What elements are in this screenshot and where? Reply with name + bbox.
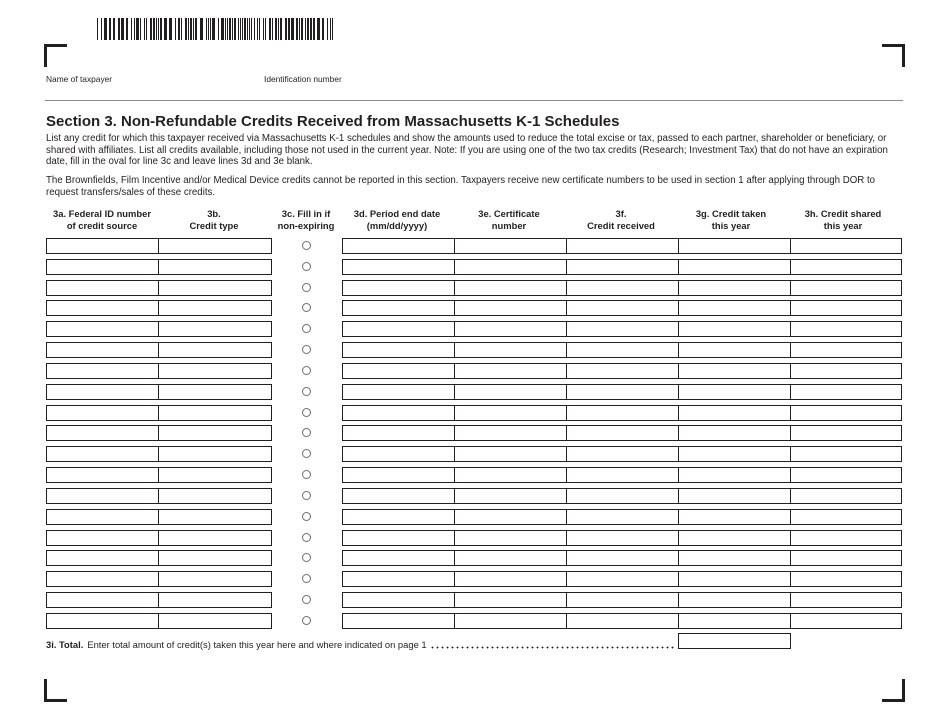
non-expiring-oval[interactable] bbox=[302, 303, 311, 312]
restrictions-paragraph: The Brownfields, Film Incentive and/or Medical Device credits cannot be reported in this section. Taxpayers receive new certificate numbers to be used in section 1 after applying through DOR to request transfers/sales of these credits. bbox=[46, 175, 876, 198]
federal-id-input[interactable] bbox=[46, 238, 159, 254]
credit-received-input[interactable] bbox=[566, 384, 679, 400]
credit-received-input[interactable] bbox=[566, 446, 679, 462]
period-end-date-input[interactable] bbox=[342, 425, 455, 441]
barcode-bar bbox=[299, 18, 300, 40]
federal-id-input[interactable] bbox=[46, 259, 159, 275]
federal-id-input[interactable] bbox=[46, 321, 159, 337]
barcode-bar bbox=[330, 18, 331, 40]
federal-id-input[interactable] bbox=[46, 613, 159, 629]
credit-shared-input[interactable] bbox=[790, 259, 902, 275]
credit-type-input[interactable] bbox=[158, 530, 272, 546]
corner-mark-top-left bbox=[44, 44, 67, 67]
certificate-number-input[interactable] bbox=[454, 259, 567, 275]
barcode-bar bbox=[249, 18, 250, 40]
column-header-credit-shared bbox=[783, 208, 903, 232]
column-header-line: 3g. Credit taken bbox=[695, 208, 767, 219]
certificate-number-input[interactable] bbox=[454, 467, 567, 483]
non-expiring-oval[interactable] bbox=[302, 491, 311, 500]
federal-id-input[interactable] bbox=[46, 550, 159, 566]
credit-taken-input[interactable] bbox=[678, 342, 791, 358]
barcode-bar bbox=[263, 18, 264, 40]
credit-taken-input[interactable] bbox=[678, 280, 791, 296]
non-expiring-oval[interactable] bbox=[302, 408, 311, 417]
barcode-bar bbox=[146, 18, 147, 40]
credit-shared-input[interactable] bbox=[790, 530, 902, 546]
certificate-number-input[interactable] bbox=[454, 530, 567, 546]
column-header-line: number bbox=[491, 220, 527, 231]
barcode-bar bbox=[280, 18, 282, 40]
credit-type-input[interactable] bbox=[158, 300, 272, 316]
barcode-bar bbox=[275, 18, 277, 40]
credit-type-input[interactable] bbox=[158, 550, 272, 566]
non-expiring-oval[interactable] bbox=[302, 595, 311, 604]
barcode-bar bbox=[153, 18, 155, 40]
non-expiring-oval[interactable] bbox=[302, 241, 311, 250]
corner-mark-bottom-left bbox=[44, 679, 67, 702]
credit-type-input[interactable] bbox=[158, 446, 272, 462]
credit-taken-input[interactable] bbox=[678, 446, 791, 462]
barcode-bar bbox=[254, 18, 255, 40]
non-expiring-oval[interactable] bbox=[302, 324, 311, 333]
column-header-line: 3c. Fill in if bbox=[281, 208, 331, 219]
credit-received-input[interactable] bbox=[566, 238, 679, 254]
credit-taken-input[interactable] bbox=[678, 300, 791, 316]
period-end-date-input[interactable] bbox=[342, 530, 455, 546]
barcode-bar bbox=[121, 18, 124, 40]
credit-received-input[interactable] bbox=[566, 342, 679, 358]
certificate-number-input[interactable] bbox=[454, 425, 567, 441]
column-header-certificate-number bbox=[449, 208, 569, 232]
credit-type-input[interactable] bbox=[158, 467, 272, 483]
barcode-bar bbox=[242, 18, 243, 40]
certificate-number-input[interactable] bbox=[454, 300, 567, 316]
barcode-bar bbox=[269, 18, 271, 40]
barcode-bar bbox=[200, 18, 203, 40]
non-expiring-oval[interactable] bbox=[302, 387, 311, 396]
barcode-bar bbox=[158, 18, 159, 40]
certificate-number-input[interactable] bbox=[454, 509, 567, 525]
credit-shared-input[interactable] bbox=[790, 238, 902, 254]
period-end-date-input[interactable] bbox=[342, 467, 455, 483]
barcode-bar bbox=[190, 18, 192, 40]
credit-received-input[interactable] bbox=[566, 363, 679, 379]
credit-received-input[interactable] bbox=[566, 592, 679, 608]
barcode-bar bbox=[296, 18, 298, 40]
period-end-date-input[interactable] bbox=[342, 363, 455, 379]
federal-id-input[interactable] bbox=[46, 384, 159, 400]
credit-received-input[interactable] bbox=[566, 550, 679, 566]
barcode-bar bbox=[131, 18, 132, 40]
total-label: 3i. Total. bbox=[46, 639, 84, 650]
period-end-date-input[interactable] bbox=[342, 321, 455, 337]
barcode-bar bbox=[285, 18, 287, 40]
column-header-federal-id bbox=[42, 208, 162, 232]
column-header-line: 3d. Period end date bbox=[353, 208, 441, 219]
credit-received-input[interactable] bbox=[566, 280, 679, 296]
barcode-bar bbox=[118, 18, 120, 40]
credit-taken-input[interactable] bbox=[678, 363, 791, 379]
certificate-number-input[interactable] bbox=[454, 384, 567, 400]
barcode-bar bbox=[136, 18, 139, 40]
column-header-period-end-date bbox=[337, 208, 457, 232]
barcode-bar bbox=[104, 18, 107, 40]
period-end-date-input[interactable] bbox=[342, 342, 455, 358]
certificate-number-input[interactable] bbox=[454, 571, 567, 587]
credit-received-input[interactable] bbox=[566, 488, 679, 504]
period-end-date-input[interactable] bbox=[342, 571, 455, 587]
barcode-bar bbox=[210, 18, 211, 40]
certificate-number-input[interactable] bbox=[454, 280, 567, 296]
barcode-bar bbox=[313, 18, 315, 40]
credit-shared-input[interactable] bbox=[790, 509, 902, 525]
column-header-line: 3f. bbox=[615, 208, 627, 219]
barcode-bar bbox=[327, 18, 328, 40]
credit-shared-input[interactable] bbox=[790, 342, 902, 358]
barcode-bar bbox=[227, 18, 228, 40]
certificate-number-input[interactable] bbox=[454, 363, 567, 379]
barcode-bar bbox=[193, 18, 194, 40]
certificate-number-input[interactable] bbox=[454, 550, 567, 566]
barcode-bar bbox=[317, 18, 320, 40]
column-header-credit-taken bbox=[671, 208, 791, 232]
credit-taken-input[interactable] bbox=[678, 613, 791, 629]
credit-shared-input[interactable] bbox=[790, 467, 902, 483]
barcode-bar bbox=[225, 18, 226, 40]
period-end-date-input[interactable] bbox=[342, 405, 455, 421]
non-expiring-oval[interactable] bbox=[302, 574, 311, 583]
federal-id-input[interactable] bbox=[46, 300, 159, 316]
non-expiring-oval[interactable] bbox=[302, 366, 311, 375]
federal-id-input[interactable] bbox=[46, 488, 159, 504]
column-header-line: (mm/dd/yyyy) bbox=[366, 220, 428, 231]
credit-shared-input[interactable] bbox=[790, 425, 902, 441]
barcode-bar bbox=[238, 18, 239, 40]
federal-id-input[interactable] bbox=[46, 467, 159, 483]
corner-mark-top-right bbox=[882, 44, 905, 67]
column-header-line: this year bbox=[823, 220, 863, 231]
barcode-bar bbox=[278, 18, 279, 40]
credit-shared-input[interactable] bbox=[790, 571, 902, 587]
certificate-number-input[interactable] bbox=[454, 321, 567, 337]
certificate-number-input[interactable] bbox=[454, 342, 567, 358]
credit-type-input[interactable] bbox=[158, 488, 272, 504]
column-header-line: 3a. Federal ID number bbox=[53, 208, 151, 219]
barcode-bar bbox=[332, 18, 333, 40]
credit-received-input[interactable] bbox=[566, 571, 679, 587]
credit-type-input[interactable] bbox=[158, 321, 272, 337]
barcode-bar bbox=[97, 18, 98, 40]
credit-type-input[interactable] bbox=[158, 342, 272, 358]
total-instruction: Enter total amount of credit(s) taken this year here and where indicated on page 1 bbox=[87, 639, 427, 650]
barcode-bar bbox=[272, 18, 273, 40]
dot-leader bbox=[431, 646, 674, 649]
column-header-line: 3h. Credit shared bbox=[804, 208, 882, 219]
column-header-line: Credit type bbox=[189, 220, 239, 231]
barcode-bar bbox=[206, 18, 207, 40]
column-header-line: 3b. bbox=[207, 208, 221, 219]
barcode-bar bbox=[101, 18, 102, 40]
barcode-bar bbox=[218, 18, 219, 40]
barcode-bar bbox=[212, 18, 215, 40]
credit-received-input[interactable] bbox=[566, 405, 679, 421]
non-expiring-oval[interactable] bbox=[302, 345, 311, 354]
non-expiring-oval[interactable] bbox=[302, 283, 311, 292]
period-end-date-input[interactable] bbox=[342, 300, 455, 316]
credit-taken-input[interactable] bbox=[678, 467, 791, 483]
credit-taken-input[interactable] bbox=[678, 488, 791, 504]
credit-shared-input[interactable] bbox=[790, 363, 902, 379]
credit-shared-input[interactable] bbox=[790, 300, 902, 316]
credit-received-input[interactable] bbox=[566, 259, 679, 275]
corner-mark-bottom-right bbox=[882, 679, 905, 702]
barcode-bar bbox=[305, 18, 306, 40]
barcode-bar bbox=[126, 18, 128, 40]
credit-taken-input[interactable] bbox=[678, 321, 791, 337]
federal-id-input[interactable] bbox=[46, 592, 159, 608]
non-expiring-oval[interactable] bbox=[302, 449, 311, 458]
credit-taken-input[interactable] bbox=[678, 592, 791, 608]
credit-type-input[interactable] bbox=[158, 238, 272, 254]
federal-id-input[interactable] bbox=[46, 425, 159, 441]
column-header-credit-received bbox=[561, 208, 681, 232]
barcode-bar bbox=[244, 18, 246, 40]
barcode-bar bbox=[144, 18, 145, 40]
period-end-date-input[interactable] bbox=[342, 384, 455, 400]
federal-id-input[interactable] bbox=[46, 446, 159, 462]
barcode-bar bbox=[150, 18, 152, 40]
period-end-date-input[interactable] bbox=[342, 550, 455, 566]
credit-taken-input[interactable] bbox=[678, 571, 791, 587]
certificate-number-input[interactable] bbox=[454, 488, 567, 504]
barcode-bar bbox=[251, 18, 252, 40]
credit-received-input[interactable] bbox=[566, 321, 679, 337]
barcode-bar bbox=[259, 18, 260, 40]
period-end-date-input[interactable] bbox=[342, 280, 455, 296]
barcode-bar bbox=[181, 18, 182, 40]
credit-type-input[interactable] bbox=[158, 509, 272, 525]
period-end-date-input[interactable] bbox=[342, 446, 455, 462]
non-expiring-oval[interactable] bbox=[302, 533, 311, 542]
barcode-bar bbox=[229, 18, 231, 40]
barcode-bar bbox=[140, 18, 141, 40]
barcode-bar bbox=[164, 18, 167, 40]
non-expiring-oval[interactable] bbox=[302, 262, 311, 271]
total-credit-taken-input[interactable] bbox=[678, 633, 791, 649]
barcode-bar bbox=[156, 18, 157, 40]
barcode-bar bbox=[307, 18, 309, 40]
period-end-date-input[interactable] bbox=[342, 613, 455, 629]
barcode-bar bbox=[240, 18, 241, 40]
credit-type-input[interactable] bbox=[158, 384, 272, 400]
certificate-number-input[interactable] bbox=[454, 238, 567, 254]
barcode-bar bbox=[234, 18, 236, 40]
federal-id-input[interactable] bbox=[46, 530, 159, 546]
certificate-number-input[interactable] bbox=[454, 405, 567, 421]
credit-taken-input[interactable] bbox=[678, 405, 791, 421]
period-end-date-input[interactable] bbox=[342, 592, 455, 608]
barcode-bar bbox=[257, 18, 258, 40]
total-line bbox=[46, 639, 674, 651]
federal-id-input[interactable] bbox=[46, 363, 159, 379]
credit-received-input[interactable] bbox=[566, 467, 679, 483]
non-expiring-oval[interactable] bbox=[302, 616, 311, 625]
credit-taken-input[interactable] bbox=[678, 238, 791, 254]
non-expiring-oval[interactable] bbox=[302, 470, 311, 479]
period-end-date-input[interactable] bbox=[342, 238, 455, 254]
barcode-bar bbox=[221, 18, 224, 40]
section-title: Section 3. Non-Refundable Credits Received from Massachusetts K-1 Schedules bbox=[46, 113, 620, 130]
barcode-bar bbox=[185, 18, 187, 40]
credit-taken-input[interactable] bbox=[678, 530, 791, 546]
barcode-bar bbox=[322, 18, 324, 40]
barcode-bar bbox=[169, 18, 172, 40]
credit-type-input[interactable] bbox=[158, 405, 272, 421]
federal-id-input[interactable] bbox=[46, 280, 159, 296]
credit-taken-input[interactable] bbox=[678, 384, 791, 400]
column-header-line: of credit source bbox=[66, 220, 138, 231]
credit-type-input[interactable] bbox=[158, 425, 272, 441]
credit-received-input[interactable] bbox=[566, 613, 679, 629]
barcode-bar bbox=[247, 18, 248, 40]
federal-id-input[interactable] bbox=[46, 342, 159, 358]
certificate-number-input[interactable] bbox=[454, 613, 567, 629]
barcode-bar bbox=[265, 18, 266, 40]
non-expiring-oval[interactable] bbox=[302, 512, 311, 521]
identification-number-label: Identification number bbox=[264, 74, 342, 84]
credit-shared-input[interactable] bbox=[790, 488, 902, 504]
credit-taken-input[interactable] bbox=[678, 259, 791, 275]
credit-type-input[interactable] bbox=[158, 571, 272, 587]
federal-id-input[interactable] bbox=[46, 509, 159, 525]
header-divider bbox=[45, 100, 903, 101]
barcode-bar bbox=[175, 18, 176, 40]
credit-received-input[interactable] bbox=[566, 300, 679, 316]
barcode-bar bbox=[301, 18, 303, 40]
barcode bbox=[97, 18, 337, 40]
credit-taken-input[interactable] bbox=[678, 425, 791, 441]
column-header-line: 3e. Certificate bbox=[478, 208, 540, 219]
credit-type-input[interactable] bbox=[158, 592, 272, 608]
certificate-number-input[interactable] bbox=[454, 592, 567, 608]
column-header-line: Credit received bbox=[587, 220, 655, 231]
credit-shared-input[interactable] bbox=[790, 405, 902, 421]
credit-taken-input[interactable] bbox=[678, 550, 791, 566]
period-end-date-input[interactable] bbox=[342, 509, 455, 525]
federal-id-input[interactable] bbox=[46, 405, 159, 421]
barcode-bar bbox=[288, 18, 290, 40]
column-header-line: this year bbox=[711, 220, 751, 231]
barcode-bar bbox=[178, 18, 180, 40]
non-expiring-oval[interactable] bbox=[302, 428, 311, 437]
barcode-bar bbox=[291, 18, 294, 40]
barcode-bar bbox=[310, 18, 312, 40]
credit-shared-input[interactable] bbox=[790, 550, 902, 566]
credit-type-input[interactable] bbox=[158, 363, 272, 379]
credit-shared-input[interactable] bbox=[790, 384, 902, 400]
barcode-bar bbox=[232, 18, 233, 40]
barcode-bar bbox=[195, 18, 197, 40]
credit-shared-input[interactable] bbox=[790, 613, 902, 629]
credit-shared-input[interactable] bbox=[790, 321, 902, 337]
barcode-bar bbox=[188, 18, 189, 40]
certificate-number-input[interactable] bbox=[454, 446, 567, 462]
credit-shared-input[interactable] bbox=[790, 446, 902, 462]
credit-type-input[interactable] bbox=[158, 280, 272, 296]
column-header-line: non-expiring bbox=[277, 220, 335, 231]
credit-shared-input[interactable] bbox=[790, 280, 902, 296]
credit-type-input[interactable] bbox=[158, 613, 272, 629]
credit-taken-input[interactable] bbox=[678, 509, 791, 525]
credit-received-input[interactable] bbox=[566, 425, 679, 441]
credit-shared-input[interactable] bbox=[790, 592, 902, 608]
credit-received-input[interactable] bbox=[566, 509, 679, 525]
barcode-bar bbox=[208, 18, 209, 40]
barcode-bar bbox=[160, 18, 162, 40]
credit-received-input[interactable] bbox=[566, 530, 679, 546]
period-end-date-input[interactable] bbox=[342, 259, 455, 275]
credit-type-input[interactable] bbox=[158, 259, 272, 275]
federal-id-input[interactable] bbox=[46, 571, 159, 587]
barcode-bar bbox=[134, 18, 135, 40]
instructions-paragraph: List any credit for which this taxpayer received via Massachusetts K-1 schedules and show the amounts used to reduce the total excise or tax, passed to each partner, shareholder or beneficiary, or shared with affiliates. List all credits available, including those not used in the current year. Note: If you are using one of the two tax credits (Research; Investment Tax) that do not have an expiration date, fill in the oval for line 3c and leave lines 3d and 3e blank. bbox=[46, 133, 888, 167]
barcode-bar bbox=[109, 18, 111, 40]
non-expiring-oval[interactable] bbox=[302, 553, 311, 562]
barcode-bar bbox=[113, 18, 115, 40]
period-end-date-input[interactable] bbox=[342, 488, 455, 504]
taxpayer-name-label: Name of taxpayer bbox=[46, 74, 113, 84]
